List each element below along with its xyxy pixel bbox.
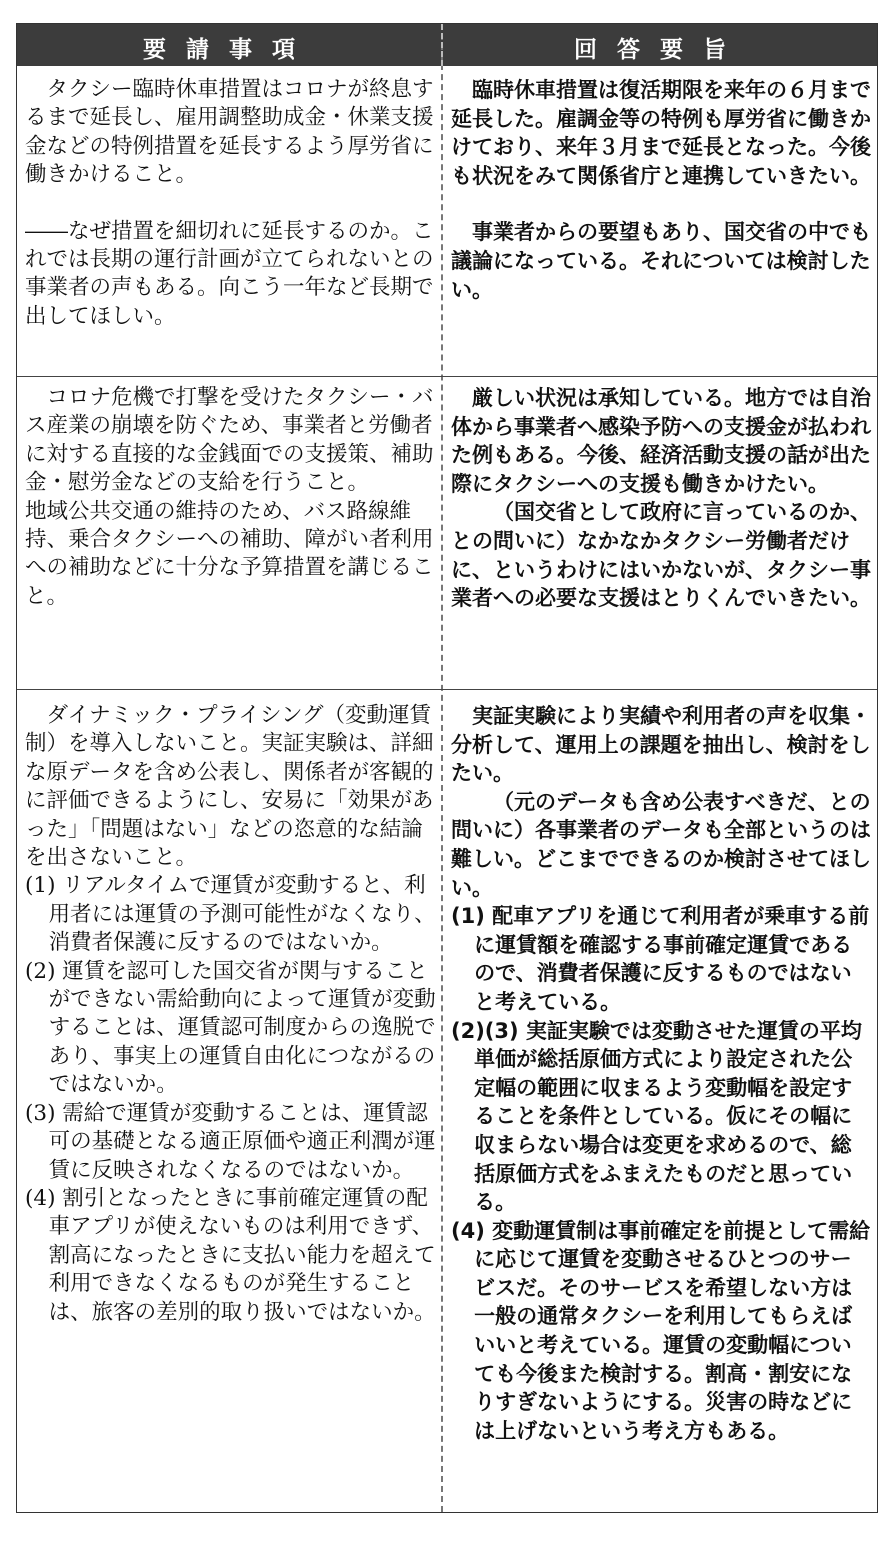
column-divider: [441, 24, 443, 1512]
header-divider: [441, 24, 443, 66]
row-divider: [17, 689, 877, 690]
row3-request-item-1: (1) リアルタイムで運賃が変動すると、利用者には運賃の予測可能性がなくなり、消費者保護に反するのではないか。: [25, 873, 436, 956]
row3-answer-item-2-3: (2)(3) 実証実験では変動させた運賃の平均単価が総括原価方式により設定された公定幅の範囲に収まるよう変動幅を設定することを条件としている。仮にその幅に収まらない場合は変更を求めるので、総括原価方式をふまえたものだと思っている。: [451, 1018, 862, 1215]
row2-request-text-2: 地域公共交通の維持のため、バス路線維持、乗合タクシーへの補助、障がい者利用への補助などに十分な予算措置を講じること。: [25, 498, 434, 609]
row3-answer-text: 実証実験により実績や利用者の声を収集・分析して、運用上の課題を抽出し、検討をしたい。: [451, 704, 871, 786]
row3-followup-answer: （元のデータも含め公表すべきだ、との問いに）各事業者のデータも全部というのは難しい。どこまでできるのか検討させてほしい。: [451, 789, 871, 900]
row1-followup-question: ――なぜ措置を細切れに延長するのか。これでは長期の運行計画が立てられないとの事業者の声もある。向こう一年など長期で出してほしい。: [25, 218, 434, 329]
row3-answer-item-4: (4) 変動運賃制は事前確定を前提として需給に応じて運賃を変動させるひとつのサービスだ。そのサービスを希望しない方は一般の通常タクシーを利用してもらえばいいと考えている。運賃の変動幅についても今後また検討する。割高・割安になりすぎないようにする。災害の時などには上げないという考え方もある。: [451, 1218, 871, 1443]
row2-request: [25, 384, 437, 611]
row1-answer-text: 臨時休車措置は復活期限を来年の６月まで延長した。雇調金等の特例も厚労省に働きかけており、来年３月まで延長となった。今後も状況をみて関係省庁と連携していきたい。: [451, 78, 871, 188]
row2-answer: [451, 384, 871, 613]
row3-answer: [451, 702, 871, 1445]
row1-request: [25, 76, 437, 331]
row2-answer-text: 厳しい状況は承知している。地方では自治体から事業者へ感染予防への支援金が払われた例もある。今後、経済活動支援の話が出た際にタクシーへの支援も働きかけたい。: [451, 386, 871, 496]
row1-request-text: タクシー臨時休車措置はコロナが終息するまで延長し、雇用調整助成金・休業支援金などの特例措置を延長するよう厚労省に働きかけること。: [25, 77, 434, 188]
row3-request-item-3: (3) 需給で運賃が変動することは、運賃認可の基礎となる適正原価や適正利潤が運賃に反映されなくなるのではないか。: [25, 1100, 436, 1183]
row3-request: [25, 702, 437, 1327]
table-header: [17, 24, 877, 66]
row2-followup-answer: （国交省として政府に言っているのか、との問いに）なかなかタクシー労働者だけに、というわけにはいかないが、タクシー事業者への必要な支援はとりくんでいきたい。: [451, 500, 871, 611]
row1-followup-answer: 事業者からの要望もあり、国交省の中でも議論になっている。それについては検討したい。: [451, 220, 871, 302]
header-requests: 要請事項: [143, 37, 315, 63]
row3-request-text: ダイナミック・プライシング（変動運賃制）を導入しないこと。実証実験は、詳細な原データを含め公表し、関係者が客観的に評価できるようにし、安易に「効果があった」「問題はない」などの恣意的な結論を出さないこと。: [25, 703, 434, 871]
header-answers: 回答要旨: [574, 37, 746, 63]
row1-answer: [451, 76, 871, 304]
row2-request-text: コロナ危機で打撃を受けたタクシー・バス産業の崩壊を防ぐため、事業者と労働者に対する直接的な金銭面での支援策、補助金・慰労金などの支給を行うこと。: [25, 385, 434, 496]
qa-table: [16, 23, 878, 1513]
row3-request-item-2: (2) 運賃を認可した国交省が関与することができない需給動向によって運賃が変動することは、運賃認可制度からの逸脱であり、事実上の運賃自由化につながるのではないか。: [25, 958, 436, 1098]
row3-answer-item-1: (1) 配車アプリを通じて利用者が乗車する前に運賃額を確認する事前確定運賃であるので、消費者保護に反するものではないと考えている。: [451, 904, 870, 1014]
row-divider: [17, 376, 877, 377]
row3-request-item-4: (4) 割引となったときに事前確定運賃の配車アプリが使えないものは利用できず、割高になったときに支払い能力を超えて利用できなくなるものが発生することは、旅客の差別的取り扱いではないか。: [25, 1185, 436, 1325]
